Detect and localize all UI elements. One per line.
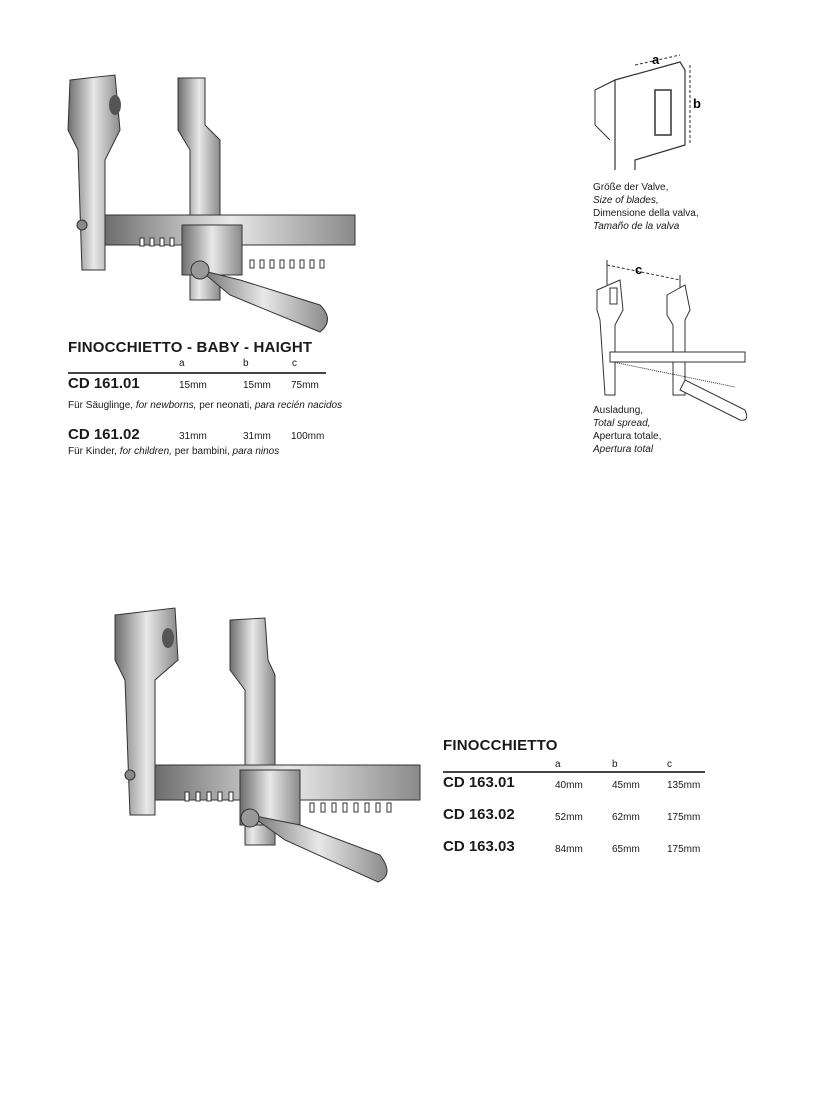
note-en: for children,	[119, 446, 172, 457]
note-de: Für Säuglinge,	[68, 400, 134, 411]
product-title: FINOCCHIETTO	[443, 737, 558, 754]
label-a: a	[652, 52, 660, 67]
column-header-c: c	[667, 759, 672, 770]
column-header-b: b	[612, 759, 618, 770]
usage-note	[68, 446, 279, 457]
dimension-b: 45mm	[612, 780, 640, 791]
note-it: per bambini,	[174, 446, 230, 457]
caption-en: Total spread,	[593, 418, 651, 429]
dimension-b: 15mm	[243, 380, 271, 391]
retractor-illustration-small	[60, 70, 360, 340]
retractor-illustration-large	[100, 600, 430, 900]
column-header-b: b	[243, 358, 249, 369]
caption-it: Apertura totale,	[593, 431, 662, 442]
column-header-a: a	[555, 759, 561, 770]
total-spread-diagram	[585, 250, 750, 430]
caption-de: Größe der Valve,	[593, 182, 669, 193]
dimension-a: 15mm	[179, 380, 207, 391]
dimension-c: 175mm	[667, 844, 701, 855]
blade-size-caption	[593, 181, 699, 233]
total-spread-caption	[593, 404, 661, 456]
product-code: CD 163.01	[443, 774, 515, 791]
product-title: FINOCCHIETTO - BABY - HAIGHT	[68, 339, 313, 356]
product-code: CD 163.02	[443, 806, 515, 823]
column-header-c: c	[292, 358, 297, 369]
dimension-b: 65mm	[612, 844, 640, 855]
note-de: Für Kinder,	[68, 446, 117, 457]
caption-es: Apertura total	[593, 444, 654, 455]
caption-de: Ausladung,	[593, 405, 644, 416]
column-header-a: a	[179, 358, 185, 369]
label-b: b	[693, 96, 701, 111]
product-code: CD 163.03	[443, 838, 515, 855]
note-en: for newborns,	[135, 400, 197, 411]
product-code: CD 161.01	[68, 375, 140, 392]
note-es: para ninos	[232, 446, 280, 457]
blade-size-diagram	[585, 50, 705, 175]
header-divider	[68, 372, 326, 374]
dimension-c: 175mm	[667, 812, 701, 823]
header-divider	[443, 771, 705, 773]
dimension-b: 31mm	[243, 431, 271, 442]
dimension-c: 135mm	[667, 780, 701, 791]
label-c: c	[635, 262, 643, 277]
caption-en: Size of blades,	[593, 195, 659, 206]
dimension-b: 62mm	[612, 812, 640, 823]
caption-es: Tamaño de la valva	[593, 221, 680, 232]
dimension-a: 31mm	[179, 431, 207, 442]
dimension-c: 75mm	[291, 380, 319, 391]
dimension-a: 84mm	[555, 844, 583, 855]
product-code: CD 161.02	[68, 426, 140, 443]
dimension-c: 100mm	[291, 431, 325, 442]
note-it: per neonati,	[199, 400, 253, 411]
caption-it: Dimensione della valva,	[593, 208, 699, 219]
dimension-a: 40mm	[555, 780, 583, 791]
usage-note	[68, 400, 342, 411]
dimension-a: 52mm	[555, 812, 583, 823]
note-es: para recién nacidos	[254, 400, 343, 411]
